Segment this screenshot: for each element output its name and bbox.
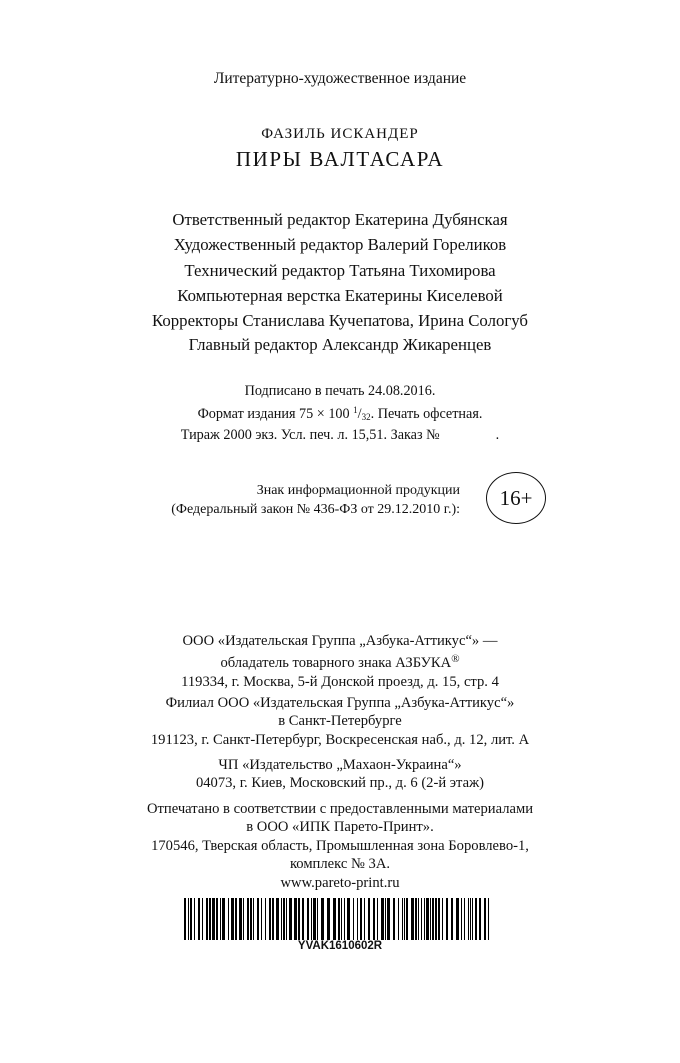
age-rating-line1: Знак информационной продукции: [256, 483, 460, 498]
publisher-spb-line1: Филиал ООО «Издательская Группа „Азбука-Аттикус“»: [165, 695, 515, 711]
print-format: [0, 401, 680, 427]
publisher-main-line1: ООО «Издательская Группа „Азбука-Аттикус“» —: [182, 633, 498, 649]
registered-mark: ®: [451, 653, 460, 666]
book-title: ПИРЫ ВАЛТАСАРА: [235, 147, 445, 171]
format-denominator: 32: [361, 411, 371, 422]
age-rating-value: 16+: [499, 485, 533, 510]
printer-line2: в ООО «ИПК Парето-Принт».: [246, 819, 434, 836]
publisher-main: [0, 632, 680, 691]
publisher-main-address: 119334, г. Москва, 5-й Донской проезд, д. 15, стр. 4: [181, 673, 499, 690]
age-rating-badge: [486, 472, 546, 524]
publisher-main-line2: [0, 650, 680, 672]
format-suffix: . Печать офсетная.: [370, 405, 483, 422]
age-rating-line2: (Федеральный закон № 436-ФЗ от 29.12.2010 г.):: [171, 501, 460, 517]
print-run-text: Тираж 2000 экз. Усл. печ. л. 15,51. Заказ №: [180, 427, 440, 444]
credit-line: Технический редактор Татьяна Тихомирова: [184, 260, 496, 280]
format-numerator: 1: [353, 404, 358, 415]
chief-editor: Главный редактор Александр Жикаренцев: [188, 335, 492, 354]
age-rating-text: [120, 482, 460, 519]
print-run-end: .: [495, 427, 500, 444]
credit-line: Художественный редактор Валерий Гореликов: [173, 235, 507, 255]
trademark-text: обладатель товарного знака АЗБУКА: [220, 655, 452, 672]
publisher-kiev-address: 04073, г. Киев, Московский пр., д. 6 (2-й этаж): [195, 775, 485, 792]
format-slash: /: [357, 405, 362, 422]
printer-info: [0, 800, 680, 892]
signed-date: Подписано в печать 24.08.2016.: [244, 383, 436, 399]
editorial-credits: [0, 207, 680, 333]
barcode-image: [184, 898, 496, 940]
publisher-kiev: [0, 756, 680, 793]
printer-line4: комплекс № 3А.: [289, 856, 391, 873]
credit-line: Компьютерная верстка Екатерины Киселевой: [177, 285, 503, 305]
printer-line1: Отпечатано в соответствии с предоставленными материалами: [146, 801, 533, 817]
publisher-kiev-line1: ЧП «Издательство „Махаон-Украина“»: [218, 757, 462, 773]
publisher-spb-address: 191123, г. Санкт-Петербург, Воскресенская наб., д. 12, лит. А: [150, 731, 530, 748]
format-prefix: Формат издания 75 × 100: [197, 405, 354, 422]
credit-line: Ответственный редактор Екатерина Дубянская: [172, 210, 508, 229]
barcode-code: YVAK1610602R: [297, 940, 383, 952]
genre-label: Литературно-художественное издание: [213, 70, 467, 87]
printer-website: www.pareto-print.ru: [280, 874, 400, 891]
printer-line3: 170546, Тверская область, Промышленная зона Боровлево-1,: [151, 837, 529, 854]
publisher-spb: [0, 694, 680, 749]
publisher-spb-line2: в Санкт-Петербурге: [278, 713, 402, 730]
credit-line: Корректоры Станислава Кучепатова, Ирина Сологуб: [152, 311, 528, 331]
print-run: [0, 426, 680, 445]
author-name: ФАЗИЛЬ ИСКАНДЕР: [261, 126, 419, 142]
print-info: [0, 382, 680, 445]
